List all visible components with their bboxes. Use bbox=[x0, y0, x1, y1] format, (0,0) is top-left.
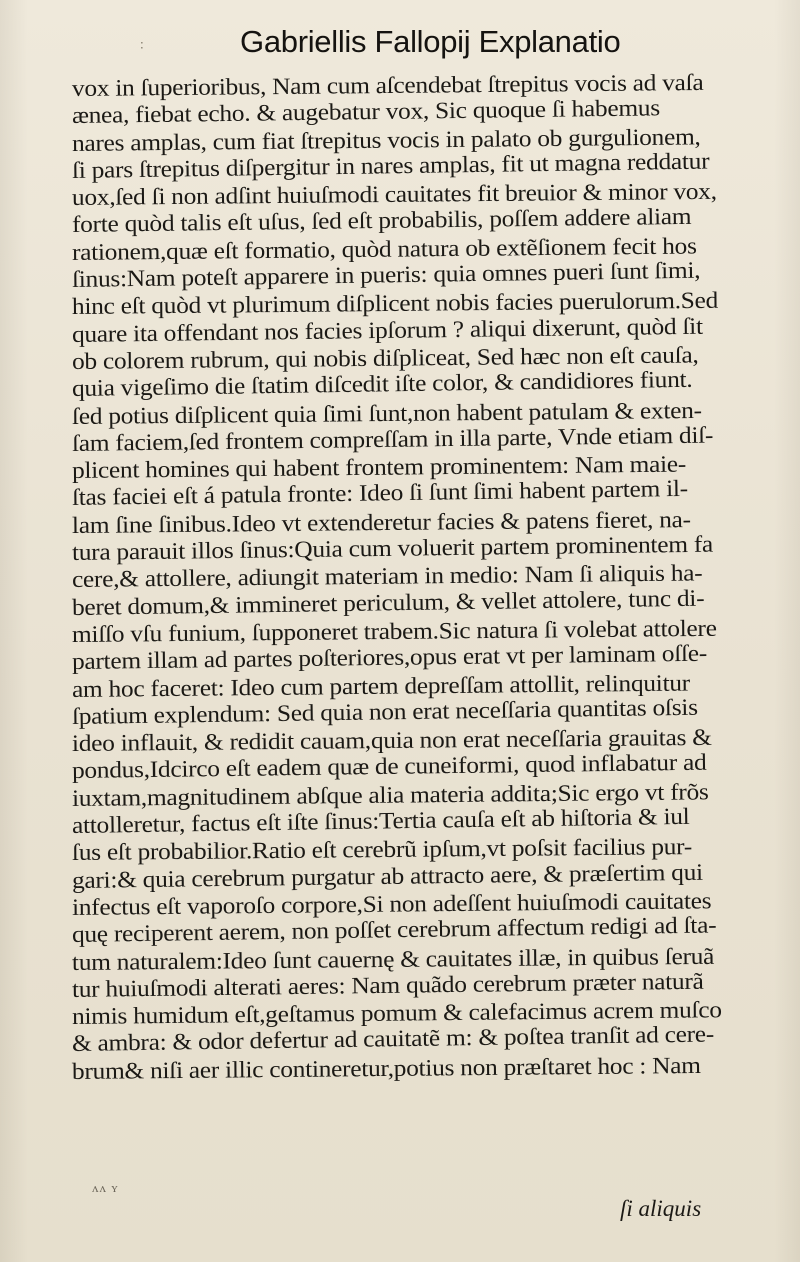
text-line: ideo inflauit, & redidit cauam,quia non erat neceſſaria grauitas & bbox=[71, 724, 712, 758]
text-line: hinc eſt quòd vt plurimum diſplicent nobis facies puerulorum.Sed bbox=[71, 288, 719, 321]
signature-mark: ʌʌ ʏ bbox=[92, 1180, 119, 1195]
text-line: ob colorem rubrum, qui nobis diſpliceat, Sed hæc non eſt cauſa, bbox=[71, 342, 699, 375]
text-line: plicent homines qui habent frontem prominentem: Nam maie- bbox=[71, 451, 687, 485]
text-line: nares amplas, cum fiat ſtrepitus vocis in palato ob gurgulionem, bbox=[71, 124, 701, 157]
body-text bbox=[71, 69, 742, 1086]
gutter-shadow bbox=[0, 0, 28, 1262]
text-line: uox,ſed ſi non adſint huiuſmodi cauitates fit breuior & minor vox, bbox=[71, 178, 717, 212]
text-line: rationem,quæ eſt formatio, quòd natura ob extẽſionem fecit hos bbox=[71, 233, 697, 266]
text-line: attolleretur, factus eſt iſte ſinus:Tertia cauſa eſt ab hiſtoria & iul bbox=[71, 803, 690, 840]
text-line: ænea, fiebat echo. & augebatur vox, Sic quoque ſi habemus bbox=[71, 95, 661, 130]
text-line: ſus eſt probabilior.Ratio eſt cerebrũ ipſum,vt poſsit facilius pur- bbox=[71, 834, 693, 867]
text-line: partem illam ad partes poſteriores,opus erat vt per laminam oſſe- bbox=[71, 640, 708, 676]
text-line: quia vigeſimo die ſtatim diſcedit iſte color, & candidiores fiunt. bbox=[71, 367, 693, 403]
text-line: & ambra: & odor defertur ad cauitatẽ m: & poſtea tranſit ad cere- bbox=[71, 1021, 715, 1058]
text-line: quę reciperent aerem, non poſſet cerebrum affectum redigi ad ſta- bbox=[71, 912, 717, 949]
corner-mark: ∶ bbox=[140, 39, 144, 54]
text-line: ſed potius diſplicent quia ſimi ſunt,non habent patulam & exten- bbox=[71, 397, 702, 430]
text-line: tur huiuſmodi alterati aeres: Nam quãdo cerebrum præter naturã bbox=[71, 968, 704, 1003]
text-line: forte quòd talis eſt uſus, ſed eſt probabilis, poſſem addere aliam bbox=[71, 204, 692, 239]
text-line: ſi pars ſtrepitus diſpergitur in nares amplas, fit ut magna reddatur bbox=[71, 148, 710, 184]
catchword: ſi aliquis bbox=[620, 1196, 702, 1221]
text-line: nimis humidum eſt,geſtamus pomum & calefacimus acrem muſco bbox=[71, 997, 722, 1031]
text-line: pondus,Idcirco eſt eadem quæ de cuneiformi, quod inflabatur ad bbox=[71, 750, 707, 785]
text-line: iuxtam,magnitudinem abſque alia materia addita;Sic ergo vt frõs bbox=[71, 779, 709, 812]
text-line: beret domum,& immineret periculum, & vellet attolere, tunc di- bbox=[71, 585, 705, 621]
text-line: quare ita offendant nos facies ipſorum ? aliqui dixerunt, quòd ſit bbox=[71, 313, 703, 348]
text-line: lam ſine ſinibus.Ideo vt extenderetur facies & patens fieret, na- bbox=[71, 506, 691, 539]
text-line: tum naturalem:Ideo ſunt cauernę & cauitates illæ, in quibus ſeruã bbox=[71, 943, 715, 976]
text-line: ſinus:Nam poteſt apparere in pueris: quia omnes pueri ſunt ſimi, bbox=[71, 257, 701, 294]
text-line: cere,& attollere, adiungit materiam in medio: Nam ſi aliquis ha- bbox=[71, 560, 703, 594]
text-line: miſſo vſu funium, ſupponeret trabem.Sic natura ſi volebat attolere bbox=[71, 615, 717, 648]
text-line: tura parauit illos ſinus:Quia cum voluerit partem prominentem fa bbox=[71, 531, 714, 567]
text-line: ſtas faciei eſt á patula fronte: Ideo ſi ſunt ſimi habent partem il- bbox=[71, 476, 689, 512]
text-line: brum& niſi aer illic contineretur,potius non præſtaret hoc : Nam bbox=[71, 1052, 701, 1085]
text-line: gari:& quia cerebrum purgatur ab attracto aere, & præſertim qui bbox=[71, 859, 703, 894]
running-title: Gabriellis Fallopij Explanatio bbox=[240, 24, 621, 59]
text-line: infectus eſt vaporoſo corpore,Si non adeſſent huiuſmodi cauitates bbox=[71, 888, 712, 921]
text-line: vox in ſuperioribus, Nam cum aſcendebat ſtrepitus vocis ad vaſa bbox=[71, 69, 704, 102]
text-line: ſpatium explendum: Sed quia non erat neceſſaria quantitas oſsis bbox=[71, 694, 698, 730]
text-line: ſam faciem,ſed frontem compreſſam in illa parte, Vnde etiam diſ- bbox=[71, 422, 714, 457]
text-line: am hoc faceret: Ideo cum partem depreſſam attollit, relinquitur bbox=[71, 670, 691, 703]
